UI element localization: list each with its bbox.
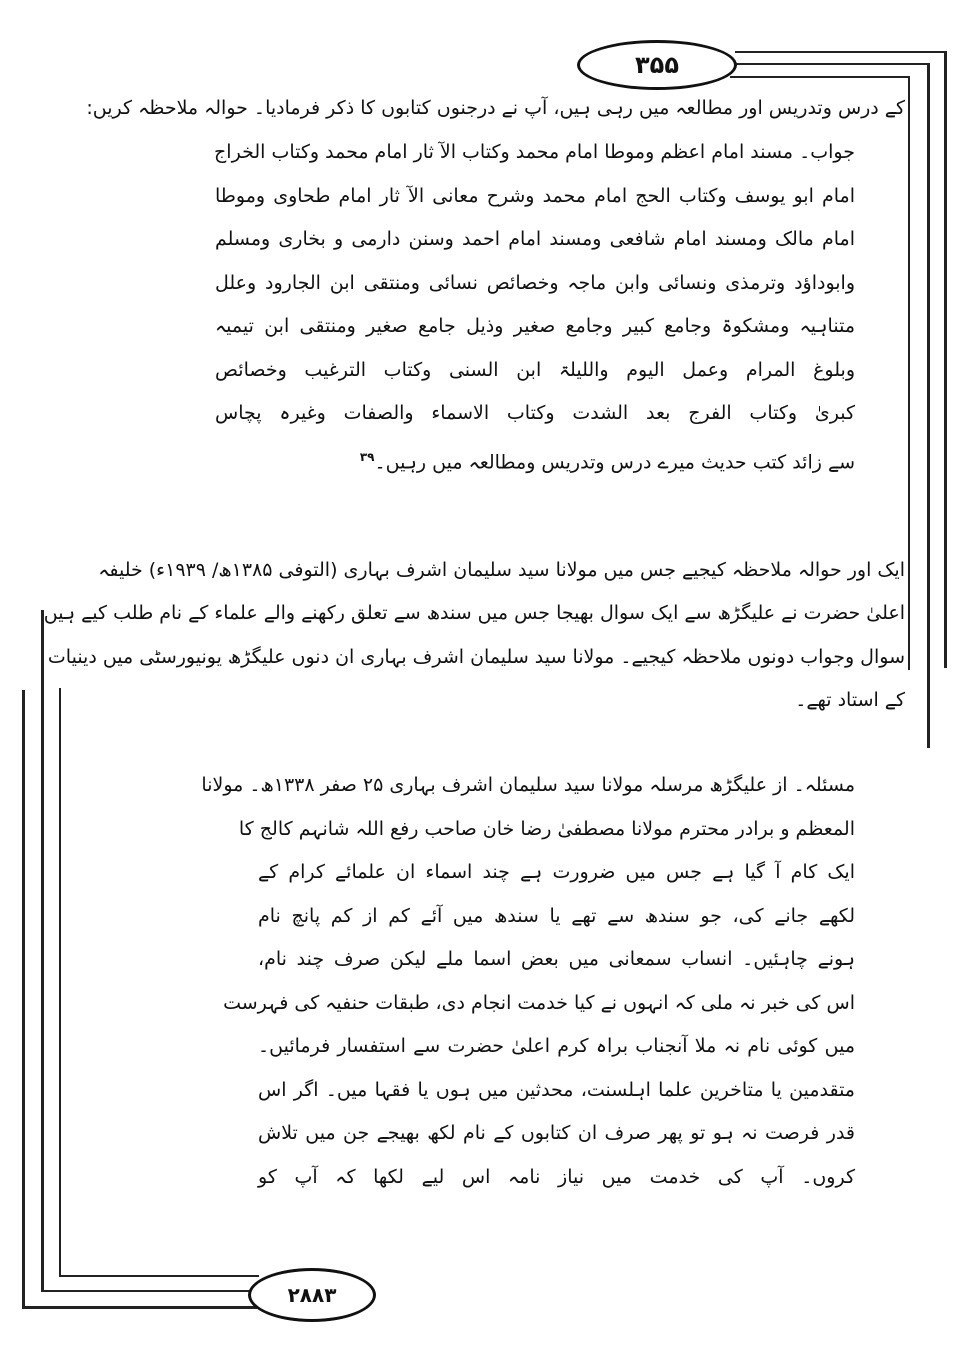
line-text: متناہیہ ومشکوۃ وجامع کبیر وجامع صغیر وذیل جامع صغیر ومنتقی ابن تیمیہ xyxy=(215,315,855,337)
line-text: ہونے چاہئیں۔ انساب سمعانی میں بعض اسما ملے لیکن صرف چند نام، xyxy=(258,948,855,970)
page-number-text: ۲۸۸۳ xyxy=(287,1283,337,1307)
line-text: لکھے جانے کی، جو سندھ سے تھے یا سندھ میں آئے کم از کم پانچ نام xyxy=(258,904,855,927)
paragraph-line xyxy=(43,593,905,633)
frame-line xyxy=(59,1275,259,1277)
line-text: سے زائد کتب حدیث میرے درس وتدریس ومطالعہ میں رہیں۔ xyxy=(374,450,855,473)
footnote-reference: ۳۹ xyxy=(359,449,375,464)
page-number-bottom xyxy=(248,1268,376,1322)
line-text: کبریٰ وکتاب الفرج بعد الشدت وکتاب الاسماء والصفات وغیرہ پچاس xyxy=(215,402,855,424)
paragraph-line xyxy=(47,637,905,677)
line-text: المعظم و برادر محترم مولانا مصطفیٰ رضا خان صاحب رفع اللہ شانہم کالج کا xyxy=(238,817,855,840)
page-number-top xyxy=(577,40,737,90)
line-text: متقدمین یا متاخرین علما اہلسنت، محدثین میں ہوں یا فقہا میں۔ اگر اس xyxy=(258,1078,855,1101)
frame-line xyxy=(730,76,910,78)
line-text: اعلیٰ حضرت نے علیگڑھ سے ایک سوال بھیجا جس میں سندھ سے تعلق رکھنے والے علماء کے نام طلب کیے ہیں xyxy=(43,602,905,625)
quote-block-line xyxy=(215,350,855,390)
masala-block-line xyxy=(258,1026,855,1066)
quote-block-line xyxy=(215,263,855,303)
quote-block-line xyxy=(215,176,855,216)
masala-block-line xyxy=(201,765,855,805)
frame-line xyxy=(41,610,44,1292)
frame-line xyxy=(735,51,946,53)
quote-block-line xyxy=(215,132,855,172)
masala-block-line xyxy=(258,1070,855,1110)
quote-block-line xyxy=(215,437,855,477)
frame-line xyxy=(944,51,947,668)
frame-line xyxy=(22,690,25,1307)
masala-block-line xyxy=(258,852,855,892)
paragraph-line xyxy=(112,680,905,720)
line-text: مسئلہ۔ از علیگڑھ مرسلہ مولانا سید سلیمان اشرف بہاری ۲۵ صفر ۱۳۳۸ھ۔ مولانا xyxy=(201,774,855,796)
masala-block-line xyxy=(238,809,855,849)
masala-block-line xyxy=(223,983,855,1023)
paragraph-line xyxy=(98,550,905,590)
masala-block-line xyxy=(258,1157,855,1197)
line-text: میں کوئی نام نہ ملا آنجناب براہ کرم اعلیٰ حضرت سے استفسار فرمائیں۔ xyxy=(258,1035,855,1057)
line-text: کروں۔ آپ کی خدمت میں نیاز نامہ اس لیے لکھا کہ آپ کو xyxy=(258,1165,855,1188)
quote-block-line xyxy=(215,393,855,433)
frame-line xyxy=(735,63,929,65)
line-text: امام مالک ومسند امام شافعی ومسند امام احمد وسنن دارمی و بخاری ومسلم xyxy=(215,228,855,250)
line-text: قدر فرصت نہ ہو تو پھر صرف ان کتابوں کے نام لکھ بھیجے جن میں تلاش xyxy=(258,1122,855,1144)
line-text: وابوداؤد وترمذی ونسائی وابن ماجہ وخصائص نسائی ومنتقی ابن الجارود وعلل xyxy=(215,271,855,294)
quote-block-line xyxy=(215,306,855,346)
line-text: جواب۔ مسند امام اعظم وموطا امام محمد وکتاب الآ ثار امام محمد وکتاب الخراج xyxy=(214,141,855,163)
frame-line xyxy=(908,76,910,670)
frame-line xyxy=(927,63,930,748)
line-text: ایک کام آ گیا ہے جس میں ضرورت ہے چند اسماء ان علمائے کرام کے xyxy=(258,861,855,883)
line-text: اس کی خبر نہ ملی کہ انہوں نے کیا خدمت انجام دی، طبقات حنفیہ کی فہرست xyxy=(223,991,855,1014)
frame-line xyxy=(41,1290,251,1292)
page-number-text: ۳۵۵ xyxy=(635,51,679,79)
line-text: کے استاد تھے۔ xyxy=(795,688,905,711)
intro-line: کے درس وتدریس اور مطالعہ میں رہی ہیں، آپ نے درجنوں کتابوں کا ذکر فرمادیا۔ حوالہ ملاحظہ کریں: xyxy=(86,97,905,119)
frame-line xyxy=(22,1306,257,1309)
frame-line xyxy=(59,688,61,1276)
line-text: سوال وجواب دونوں ملاحظہ کیجیے۔ مولانا سید سلیمان اشرف بہاری ان دنوں علیگڑھ یونیورسٹی میں دینیات xyxy=(47,645,905,668)
line-text: ایک اور حوالہ ملاحظہ کیجیے جس میں مولانا سید سلیمان اشرف بہاری (التوفی ۱۳۸۵ھ/ ۱۹۳۹ء) خلیفہ xyxy=(98,559,905,581)
quote-block-line xyxy=(215,219,855,259)
line-text: وبلوغ المرام وعمل الیوم واللیلۃ ابن السنی وکتاب الترغیب وخصائص xyxy=(215,358,855,381)
masala-block-line xyxy=(258,896,855,936)
masala-block-line xyxy=(258,939,855,979)
line-text: امام ابو یوسف وکتاب الحج امام محمد وشرح معانی الآ ثار امام طحاوی وموطا xyxy=(215,184,855,207)
masala-block-line xyxy=(258,1113,855,1153)
